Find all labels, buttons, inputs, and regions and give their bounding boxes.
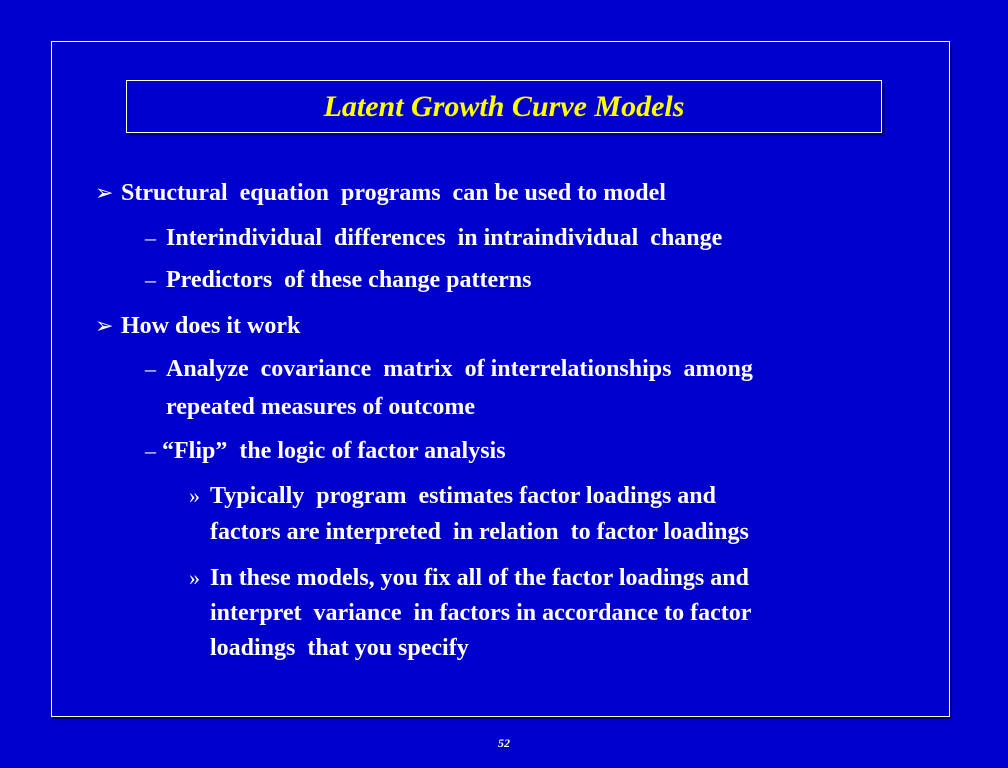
bullet-text: Structural equation programs can be used to model bbox=[121, 180, 666, 206]
slide-title: Latent Growth Curve Models bbox=[323, 89, 685, 123]
bullet-text-continued: loadings that you specify bbox=[210, 635, 469, 661]
bullet-text-continued: repeated measures of outcome bbox=[166, 394, 476, 420]
raquo-bullet-icon: » bbox=[189, 483, 200, 508]
title-box bbox=[126, 80, 882, 133]
bullet-text: Interindividual differences in intraindividual change bbox=[166, 225, 723, 251]
dash-bullet-icon: – bbox=[145, 356, 156, 381]
bullet-text: Predictors of these change patterns bbox=[166, 267, 532, 293]
raquo-bullet-icon: » bbox=[189, 565, 200, 590]
dash-bullet-icon: – bbox=[145, 225, 156, 250]
arrow-bullet-icon: ➢ bbox=[95, 313, 114, 338]
bullet-text: “Flip” the logic of factor analysis bbox=[162, 438, 506, 464]
bullet-text-continued: interpret variance in factors in accordance to factor bbox=[210, 600, 752, 626]
bullet-text: In these models, you fix all of the factor loadings and bbox=[210, 565, 749, 591]
dash-bullet-icon: – bbox=[145, 438, 156, 463]
dash-bullet-icon: – bbox=[145, 267, 156, 292]
bullet-text-continued: factors are interpreted in relation to factor loadings bbox=[210, 519, 749, 545]
arrow-bullet-icon: ➢ bbox=[95, 180, 114, 205]
bullet-text: Typically program estimates factor loadings and bbox=[210, 483, 716, 509]
bullet-text: Analyze covariance matrix of interrelationships among bbox=[166, 356, 753, 382]
page-number: 52 bbox=[498, 736, 510, 750]
bullet-text: How does it work bbox=[121, 313, 301, 339]
